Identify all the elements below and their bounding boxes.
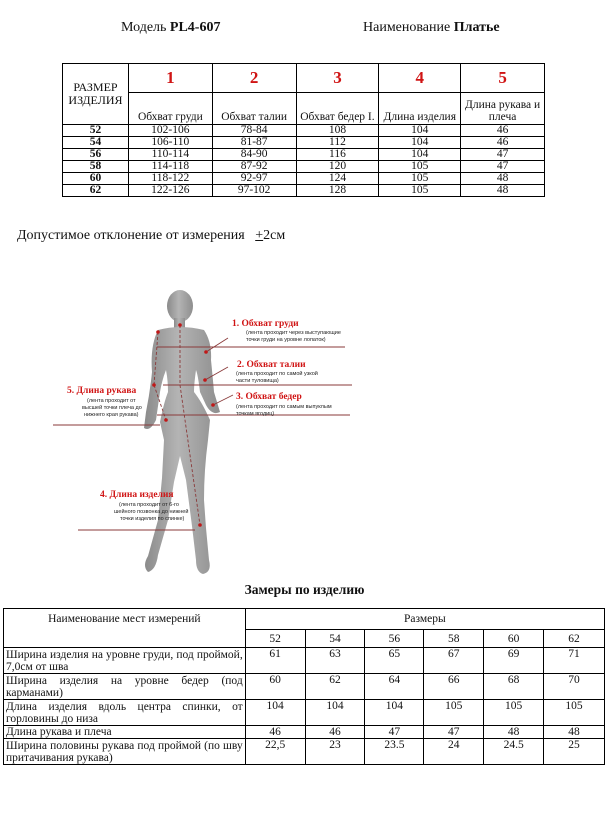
table-cell: 48	[461, 173, 545, 185]
column-header: Длина изделия	[379, 93, 461, 125]
size-col: 56	[365, 630, 424, 648]
model-code: PL4-607	[169, 20, 221, 35]
table-cell: 104	[379, 149, 461, 161]
table-row	[4, 700, 605, 726]
table-cell: 22,5	[245, 739, 305, 765]
size-col: 62	[544, 630, 605, 648]
table-cell: 81-87	[212, 137, 296, 149]
table-cell: 25	[544, 739, 605, 765]
table-cell: 78-84	[212, 125, 296, 137]
table-cell: 46	[305, 726, 365, 739]
table-cell: 122-126	[128, 185, 212, 197]
tolerance-text: Допустимое отклонение от измерения	[17, 228, 245, 243]
table-cell: 46	[245, 726, 305, 739]
table-cell: 118-122	[128, 173, 212, 185]
table-cell: 104	[379, 137, 461, 149]
table-cell: 105	[379, 185, 461, 197]
size-cell: 52	[63, 125, 129, 137]
table-cell: 120	[296, 161, 379, 173]
table-row	[4, 739, 605, 765]
table-cell: 63	[305, 648, 365, 674]
name-value: Платье	[453, 20, 500, 35]
table-cell: 46	[461, 125, 545, 137]
table-cell: 23	[305, 739, 365, 765]
sleeve-note: высшей точки плеча до	[82, 405, 142, 411]
table-row	[4, 674, 605, 700]
hip-note: (лента проходит по самым выпуклым	[236, 404, 332, 410]
row-label: Ширина половины рукава под проймой (по шву притачивания рукава)	[4, 739, 246, 765]
table-cell: 124	[296, 173, 379, 185]
length-note: точки изделия по спинке)	[120, 516, 185, 522]
table-cell: 61	[245, 648, 305, 674]
sizes-header: Размеры	[245, 609, 604, 630]
table-row	[4, 726, 605, 739]
column-number: 5	[461, 64, 545, 93]
row-label: Ширина изделия на уровне бедер (под карманами)	[4, 674, 246, 700]
table-cell: 60	[245, 674, 305, 700]
table-cell: 105	[484, 700, 544, 726]
size-col: 60	[484, 630, 544, 648]
column-number: 2	[212, 64, 296, 93]
tolerance-unit: 2см	[263, 228, 286, 243]
row-label: Ширина изделия на уровне груди, под проймой, 7,0см от шва	[4, 648, 246, 674]
body-silhouette	[144, 290, 220, 574]
table-cell: 24.5	[484, 739, 544, 765]
table-cell: 47	[461, 149, 545, 161]
table-cell: 69	[484, 648, 544, 674]
size-header: РАЗМЕР ИЗДЕЛИЯ	[63, 64, 129, 125]
table-cell: 108	[296, 125, 379, 137]
table-cell: 62	[305, 674, 365, 700]
table-cell: 87-92	[212, 161, 296, 173]
table-cell: 47	[424, 726, 484, 739]
table-cell: 104	[365, 700, 424, 726]
bust-label: 1. Обхват груди	[232, 319, 299, 329]
waist-note: части туловища)	[236, 378, 279, 384]
table-cell: 104	[379, 125, 461, 137]
table-row	[4, 648, 605, 674]
column-header: Длина рукава и плеча	[461, 93, 545, 125]
sleeve-note: (лента проходит от	[87, 398, 136, 404]
table-cell: 48	[484, 726, 544, 739]
hip-label: 3. Обхват бедер	[236, 392, 302, 402]
table-cell: 47	[461, 161, 545, 173]
bust-note: (лента проходит через выступающие	[246, 330, 341, 336]
table-cell: 46	[461, 137, 545, 149]
row-label: Длина изделия вдоль центра спинки, от горловины до низа	[4, 700, 246, 726]
size-col: 54	[305, 630, 365, 648]
size-cell: 56	[63, 149, 129, 161]
length-label: 4. Длина изделия	[100, 490, 174, 500]
table-cell: 114-118	[128, 161, 212, 173]
table-cell: 48	[461, 185, 545, 197]
size-cell: 62	[63, 185, 129, 197]
size-col: 52	[245, 630, 305, 648]
table-cell: 48	[544, 726, 605, 739]
table-cell: 106-110	[128, 137, 212, 149]
table-cell: 66	[424, 674, 484, 700]
name-prefix: Наименование	[363, 20, 451, 35]
size-cell: 54	[63, 137, 129, 149]
table-cell: 128	[296, 185, 379, 197]
table-cell: 64	[365, 674, 424, 700]
size-cell: 58	[63, 161, 129, 173]
table-cell: 47	[365, 726, 424, 739]
table-cell: 102-106	[128, 125, 212, 137]
table-cell: 23.5	[365, 739, 424, 765]
table-cell: 112	[296, 137, 379, 149]
name-header: Наименование мест измерений	[4, 609, 246, 648]
column-number: 4	[379, 64, 461, 93]
column-header: Обхват бедер I.	[296, 93, 379, 125]
table-cell: 116	[296, 149, 379, 161]
table-cell: 110-114	[128, 149, 212, 161]
hip-note: точкам ягодиц)	[236, 411, 275, 417]
table-cell: 105	[424, 700, 484, 726]
table-cell: 70	[544, 674, 605, 700]
column-number: 1	[128, 64, 212, 93]
size-col: 58	[424, 630, 484, 648]
measurements-title: Замеры по изделию	[244, 582, 365, 597]
table-cell: 24	[424, 739, 484, 765]
tolerance-sign: +	[255, 228, 264, 243]
column-header: Обхват талии	[212, 93, 296, 125]
bust-note: точки груди на уровне лопаток)	[246, 337, 326, 343]
table-cell: 92-97	[212, 173, 296, 185]
column-number: 3	[296, 64, 379, 93]
table-cell: 104	[245, 700, 305, 726]
table-cell: 104	[305, 700, 365, 726]
waist-note: (лента проходит по самой узкой	[236, 371, 318, 377]
model-prefix: Модель	[121, 20, 167, 35]
size-cell: 60	[63, 173, 129, 185]
length-note: шейного позвонка до нижней	[114, 509, 189, 515]
measurements-table	[3, 608, 605, 765]
waist-label: 2. Обхват талии	[237, 360, 306, 370]
length-note: (лента проходит от 6-го	[119, 502, 179, 508]
table-cell: 65	[365, 648, 424, 674]
table-cell: 105	[379, 161, 461, 173]
table-cell: 71	[544, 648, 605, 674]
sleeve-label: 5. Длина рукава	[67, 386, 137, 396]
table-cell: 67	[424, 648, 484, 674]
column-header: Обхват груди	[128, 93, 212, 125]
sleeve-note: нижнего края рукава)	[84, 412, 139, 418]
table-cell: 105	[544, 700, 605, 726]
table-cell: 68	[484, 674, 544, 700]
table-cell: 97-102	[212, 185, 296, 197]
table-cell: 84-90	[212, 149, 296, 161]
table-cell: 105	[379, 173, 461, 185]
row-label: Длина рукава и плеча	[4, 726, 246, 739]
